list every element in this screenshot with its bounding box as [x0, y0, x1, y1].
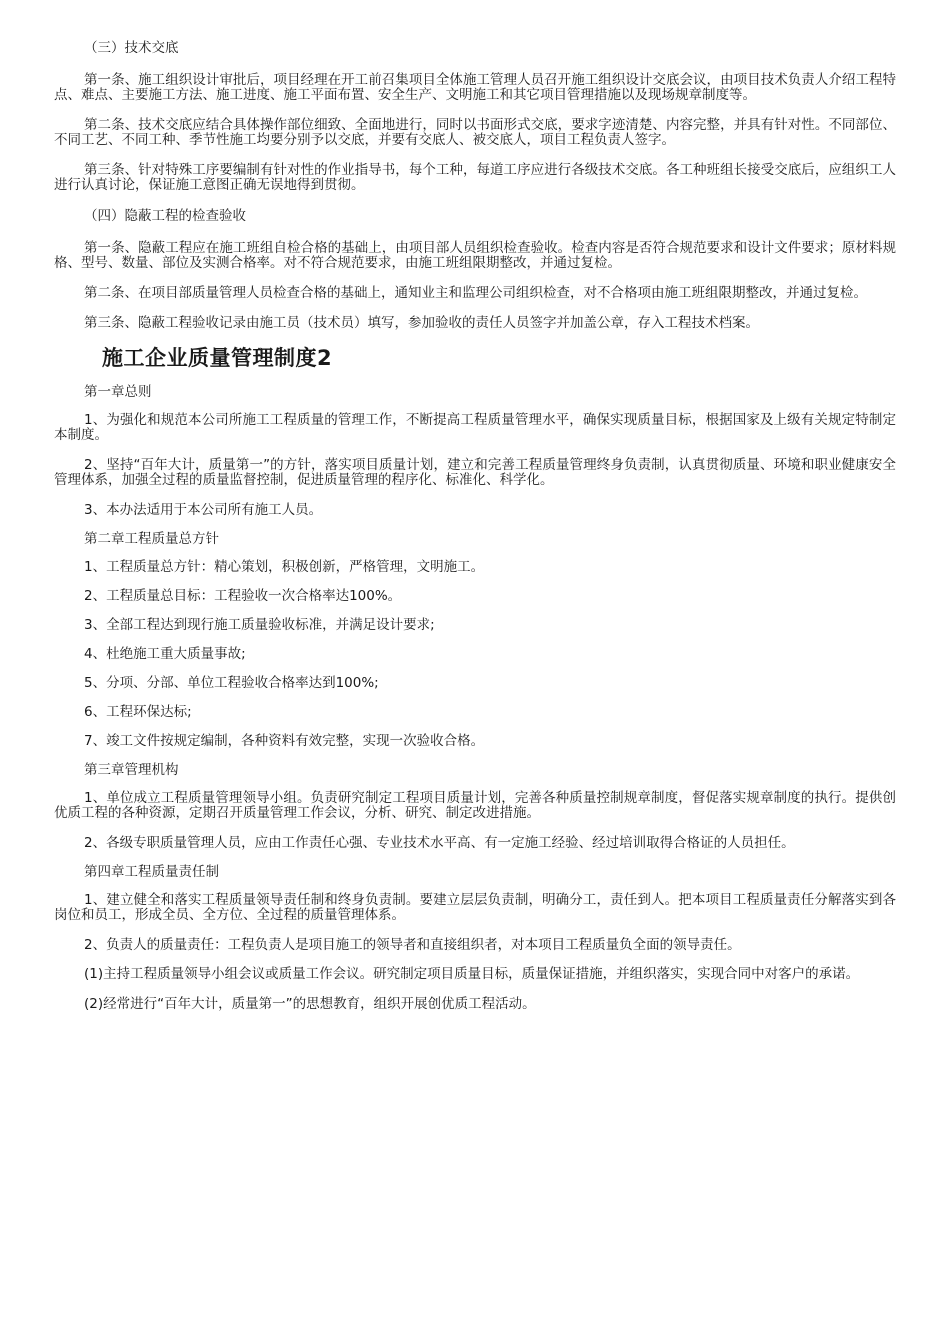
- list-item: 1、单位成立工程质量管理领导小组。负责研究制定工程项目质量计划，完善各种质量控制规章制度，督促落实规章制度的执行。提供创优质工程的各种资源，定期召开质量管理工作会议，分析、研究、制定改进措施。: [54, 790, 896, 821]
- list-item: 2、各级专职质量管理人员，应由工作责任心强、专业技术水平高、有一定施工经验、经过培训取得合格证的人员担任。: [84, 835, 795, 851]
- chapter-heading: 第二章工程质量总方针: [84, 531, 219, 547]
- paragraph: 第一条、隐蔽工程应在施工班组自检合格的基础上，由项目部人员组织检查验收。检查内容是否符合规范要求和设计文件要求；原材料规格、型号、数量、部位及实测合格率。对不符合规范要求，由施工班组限期整改，并通过复检。: [54, 240, 896, 271]
- list-item: 3、本办法适用于本公司所有施工人员。: [84, 502, 323, 518]
- list-item: 1、建立健全和落实工程质量领导责任制和终身负责制。要建立层层负责制，明确分工，责任到人。把本项目工程质量责任分解落实到各岗位和员工，形成全员、全方位、全过程的质量管理体系。: [54, 892, 896, 923]
- chapter-heading: 第一章总则: [84, 384, 152, 400]
- paragraph: 第一条、施工组织设计审批后，项目经理在开工前召集项目全体施工管理人员召开施工组织设计交底会议，由项目技术负责人介绍工程特点、难点、主要施工方法、施工进度、施工平面布置、安全生产、文明施工和其它项目管理措施以及现场规章制度等。: [54, 72, 896, 103]
- list-item: 2、坚持“百年大计，质量第一”的方针，落实项目质量计划，建立和完善工程质量管理终身负责制，认真贯彻质量、环境和职业健康安全管理体系，加强全过程的质量监督控制，促进质量管理的程序化、标准化、科学化。: [54, 457, 896, 488]
- list-item: 7、竣工文件按规定编制，各种资料有效完整，实现一次验收合格。: [84, 733, 485, 749]
- list-item: 1、工程质量总方针：精心策划，积极创新，严格管理，文明施工。: [84, 559, 485, 575]
- paragraph: 第三条、隐蔽工程验收记录由施工员（技术员）填写，参加验收的责任人员签字并加盖公章，存入工程技术档案。: [84, 315, 759, 331]
- list-item: 1、为强化和规范本公司所施工工程质量的管理工作，不断提高工程质量管理水平，确保实现质量目标，根据国家及上级有关规定特制定本制度。: [54, 412, 896, 443]
- paragraph: 第三条、针对特殊工序要编制有针对性的作业指导书，每个工种，每道工序应进行各级技术交底。各工种班组长接受交底后，应组织工人进行认真讨论，保证施工意图正确无误地得到贯彻。: [54, 162, 896, 193]
- list-item: 5、分项、分部、单位工程验收合格率达到100%;: [84, 675, 379, 691]
- chapter-heading: 第三章管理机构: [84, 762, 179, 778]
- document-title: 施工企业质量管理制度2: [102, 346, 333, 370]
- list-item: 4、杜绝施工重大质量事故;: [84, 646, 246, 662]
- list-item: 3、全部工程达到现行施工质量验收标准，并满足设计要求;: [84, 617, 435, 633]
- section-heading-technical-briefing: （三）技术交底: [84, 40, 179, 56]
- paragraph: 第二条、技术交底应结合具体操作部位细致、全面地进行，同时以书面形式交底，要求字迹清楚、内容完整，并具有针对性。不同部位、不同工艺、不同工种、季节性施工均要分别予以交底，并要有交底人、被交底人，项目工程负责人签字。: [54, 117, 896, 148]
- list-item: (2)经常进行“百年大计，质量第一”的思想教育，组织开展创优质工程活动。: [84, 996, 536, 1012]
- list-item: 2、工程质量总目标：工程验收一次合格率达100%。: [84, 588, 402, 604]
- list-item: (1)主持工程质量领导小组会议或质量工作会议。研究制定项目质量目标，质量保证措施，并组织落实，实现合同中对客户的承诺。: [84, 966, 860, 982]
- paragraph: 第二条、在项目部质量管理人员检查合格的基础上，通知业主和监理公司组织检查，对不合格项由施工班组限期整改，并通过复检。: [84, 285, 867, 301]
- list-item: 2、负责人的质量责任：工程负责人是项目施工的领导者和直接组织者，对本项目工程质量负全面的领导责任。: [84, 937, 741, 953]
- section-heading-concealed-work: （四）隐蔽工程的检查验收: [84, 208, 246, 224]
- list-item: 6、工程环保达标;: [84, 704, 192, 720]
- chapter-heading: 第四章工程质量责任制: [84, 864, 219, 880]
- document-page: [54, 40, 896, 1026]
